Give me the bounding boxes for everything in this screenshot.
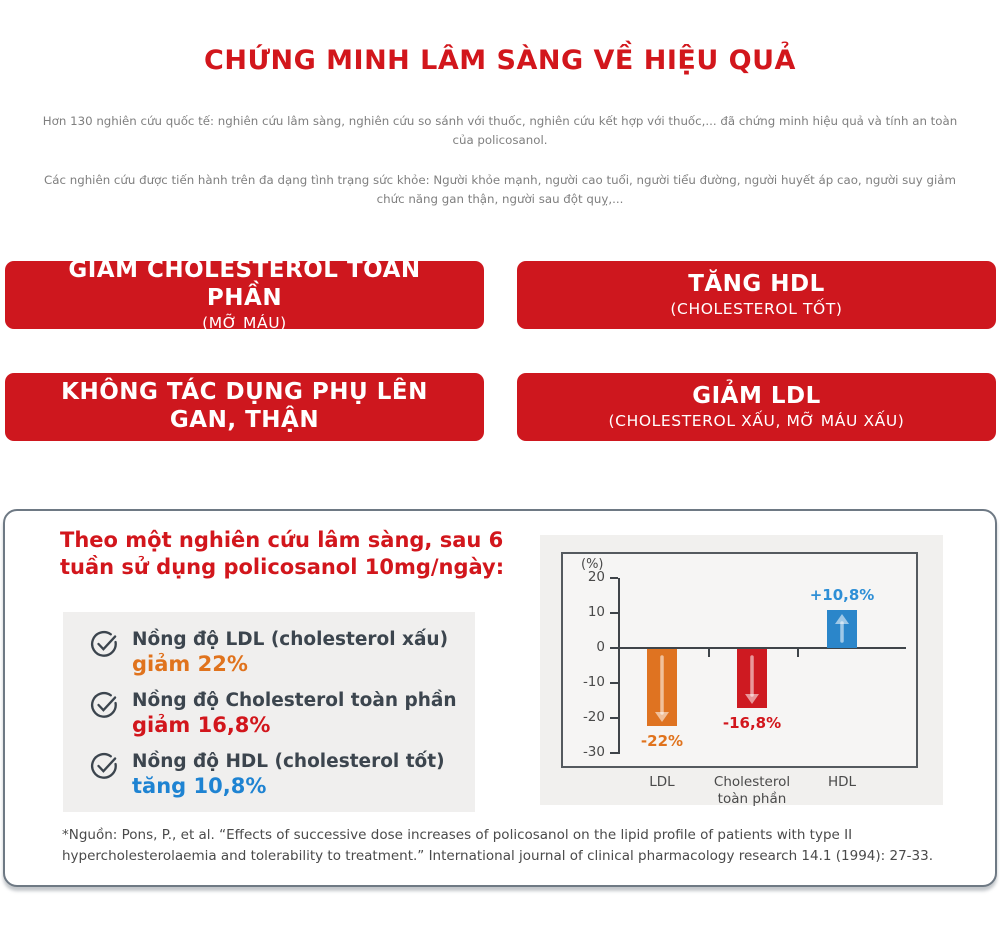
bar-value-label: -22% [640, 731, 684, 750]
y-tick-mark [610, 682, 618, 684]
finding-ldl [90, 629, 475, 678]
findings-panel [63, 612, 475, 812]
y-tick-label: 0 [596, 638, 605, 655]
y-tick-label: 20 [587, 568, 605, 585]
y-tick-mark [610, 647, 618, 649]
chart-bar [647, 649, 677, 726]
benefit-subtitle: (MỠ MÁU) [202, 313, 287, 332]
finding-label: Nồng độ HDL (cholesterol tốt) [132, 750, 445, 772]
bar-value-label: -16,8% [722, 713, 782, 732]
benefit-banner-no-side-effects [5, 373, 484, 441]
y-tick-mark [610, 717, 618, 719]
bar-value-label: +10,8% [809, 585, 875, 604]
finding-value: giảm 16,8% [132, 713, 271, 738]
check-circle-icon [90, 630, 118, 658]
benefit-banner-total-cholesterol [5, 257, 484, 332]
study-heading: Theo một nghiên cứu lâm sàng, sau 6 tuần sử dụng policosanol 10mg/ngày: [60, 527, 505, 580]
bar-chart [540, 535, 943, 808]
benefit-title: KHÔNG TÁC DỤNG PHỤ LÊN GAN, THẬN [61, 379, 428, 433]
intro-paragraph-2: Các nghiên cứu được tiến hành trên đa dạng tình trạng sức khỏe: Người khỏe mạnh, người cao tuổi, người tiểu đường, người huyết áp cao, người suy giảm chức năng gan thận, người sau đột quỵ,... [44, 172, 956, 206]
x-category-label: Cholesterol toàn phần [713, 773, 791, 808]
finding-total-cholesterol [90, 690, 475, 739]
benefit-title: GIẢM LDL [692, 382, 821, 409]
intro-paragraph-1: Hơn 130 nghiên cứu quốc tế: nghiên cứu lâm sàng, nghiên cứu so sánh với thuốc, nghiên cứu kết hợp với thuốc,... đã chứng minh hiệu quả và tính an toàn của policosanol. [42, 114, 958, 147]
y-tick-label: -30 [582, 743, 605, 760]
x-category-label: HDL [827, 773, 857, 790]
chart-bar [737, 649, 767, 708]
y-tick-mark [610, 577, 618, 579]
arrow-down-icon [737, 649, 767, 708]
chart-bar [827, 610, 857, 648]
benefit-banner-ldl [517, 373, 996, 441]
chart-plot-area [561, 552, 918, 768]
finding-value: giảm 22% [132, 652, 248, 677]
x-axis-tick [797, 649, 799, 657]
benefit-banner-hdl [517, 261, 996, 329]
benefit-subtitle: (CHOLESTEROL XẤU, MỠ MÁU XẤU) [608, 412, 905, 431]
benefit-subtitle: (CHOLESTEROL TỐT) [670, 300, 843, 319]
y-tick-mark [610, 752, 618, 754]
benefits-grid [5, 257, 996, 441]
finding-hdl [90, 751, 475, 800]
y-axis-unit-label: (%) [581, 556, 604, 572]
finding-value: tăng 10,8% [132, 774, 267, 799]
check-circle-icon [90, 691, 118, 719]
finding-label: Nồng độ Cholesterol toàn phần [132, 689, 457, 711]
x-category-label: LDL [649, 773, 675, 790]
finding-label: Nồng độ LDL (cholesterol xấu) [132, 628, 449, 650]
y-tick-label: -20 [582, 708, 605, 725]
y-axis-line [618, 578, 620, 754]
y-tick-mark [610, 612, 618, 614]
source-citation: *Nguồn: Pons, P., et al. “Effects of successive dose increases of policosanol on the lipid profile of patients with type II hypercholesterolaemia and tolerability to treatment.” International journal of clinical pharmacology research 14.1 (1994): 27-33. [62, 826, 934, 865]
arrow-down-icon [647, 649, 677, 726]
x-axis-tick [708, 649, 710, 657]
y-tick-label: 10 [587, 603, 605, 620]
y-tick-label: -10 [582, 673, 605, 690]
arrow-up-icon [827, 610, 857, 648]
benefit-title: GIẢM CHOLESTEROL TOÀN PHẦN [68, 257, 421, 311]
page-title: CHỨNG MINH LÂM SÀNG VỀ HIỆU QUẢ [204, 45, 796, 76]
check-circle-icon [90, 752, 118, 780]
study-card [3, 509, 997, 887]
benefit-title: TĂNG HDL [688, 270, 825, 297]
